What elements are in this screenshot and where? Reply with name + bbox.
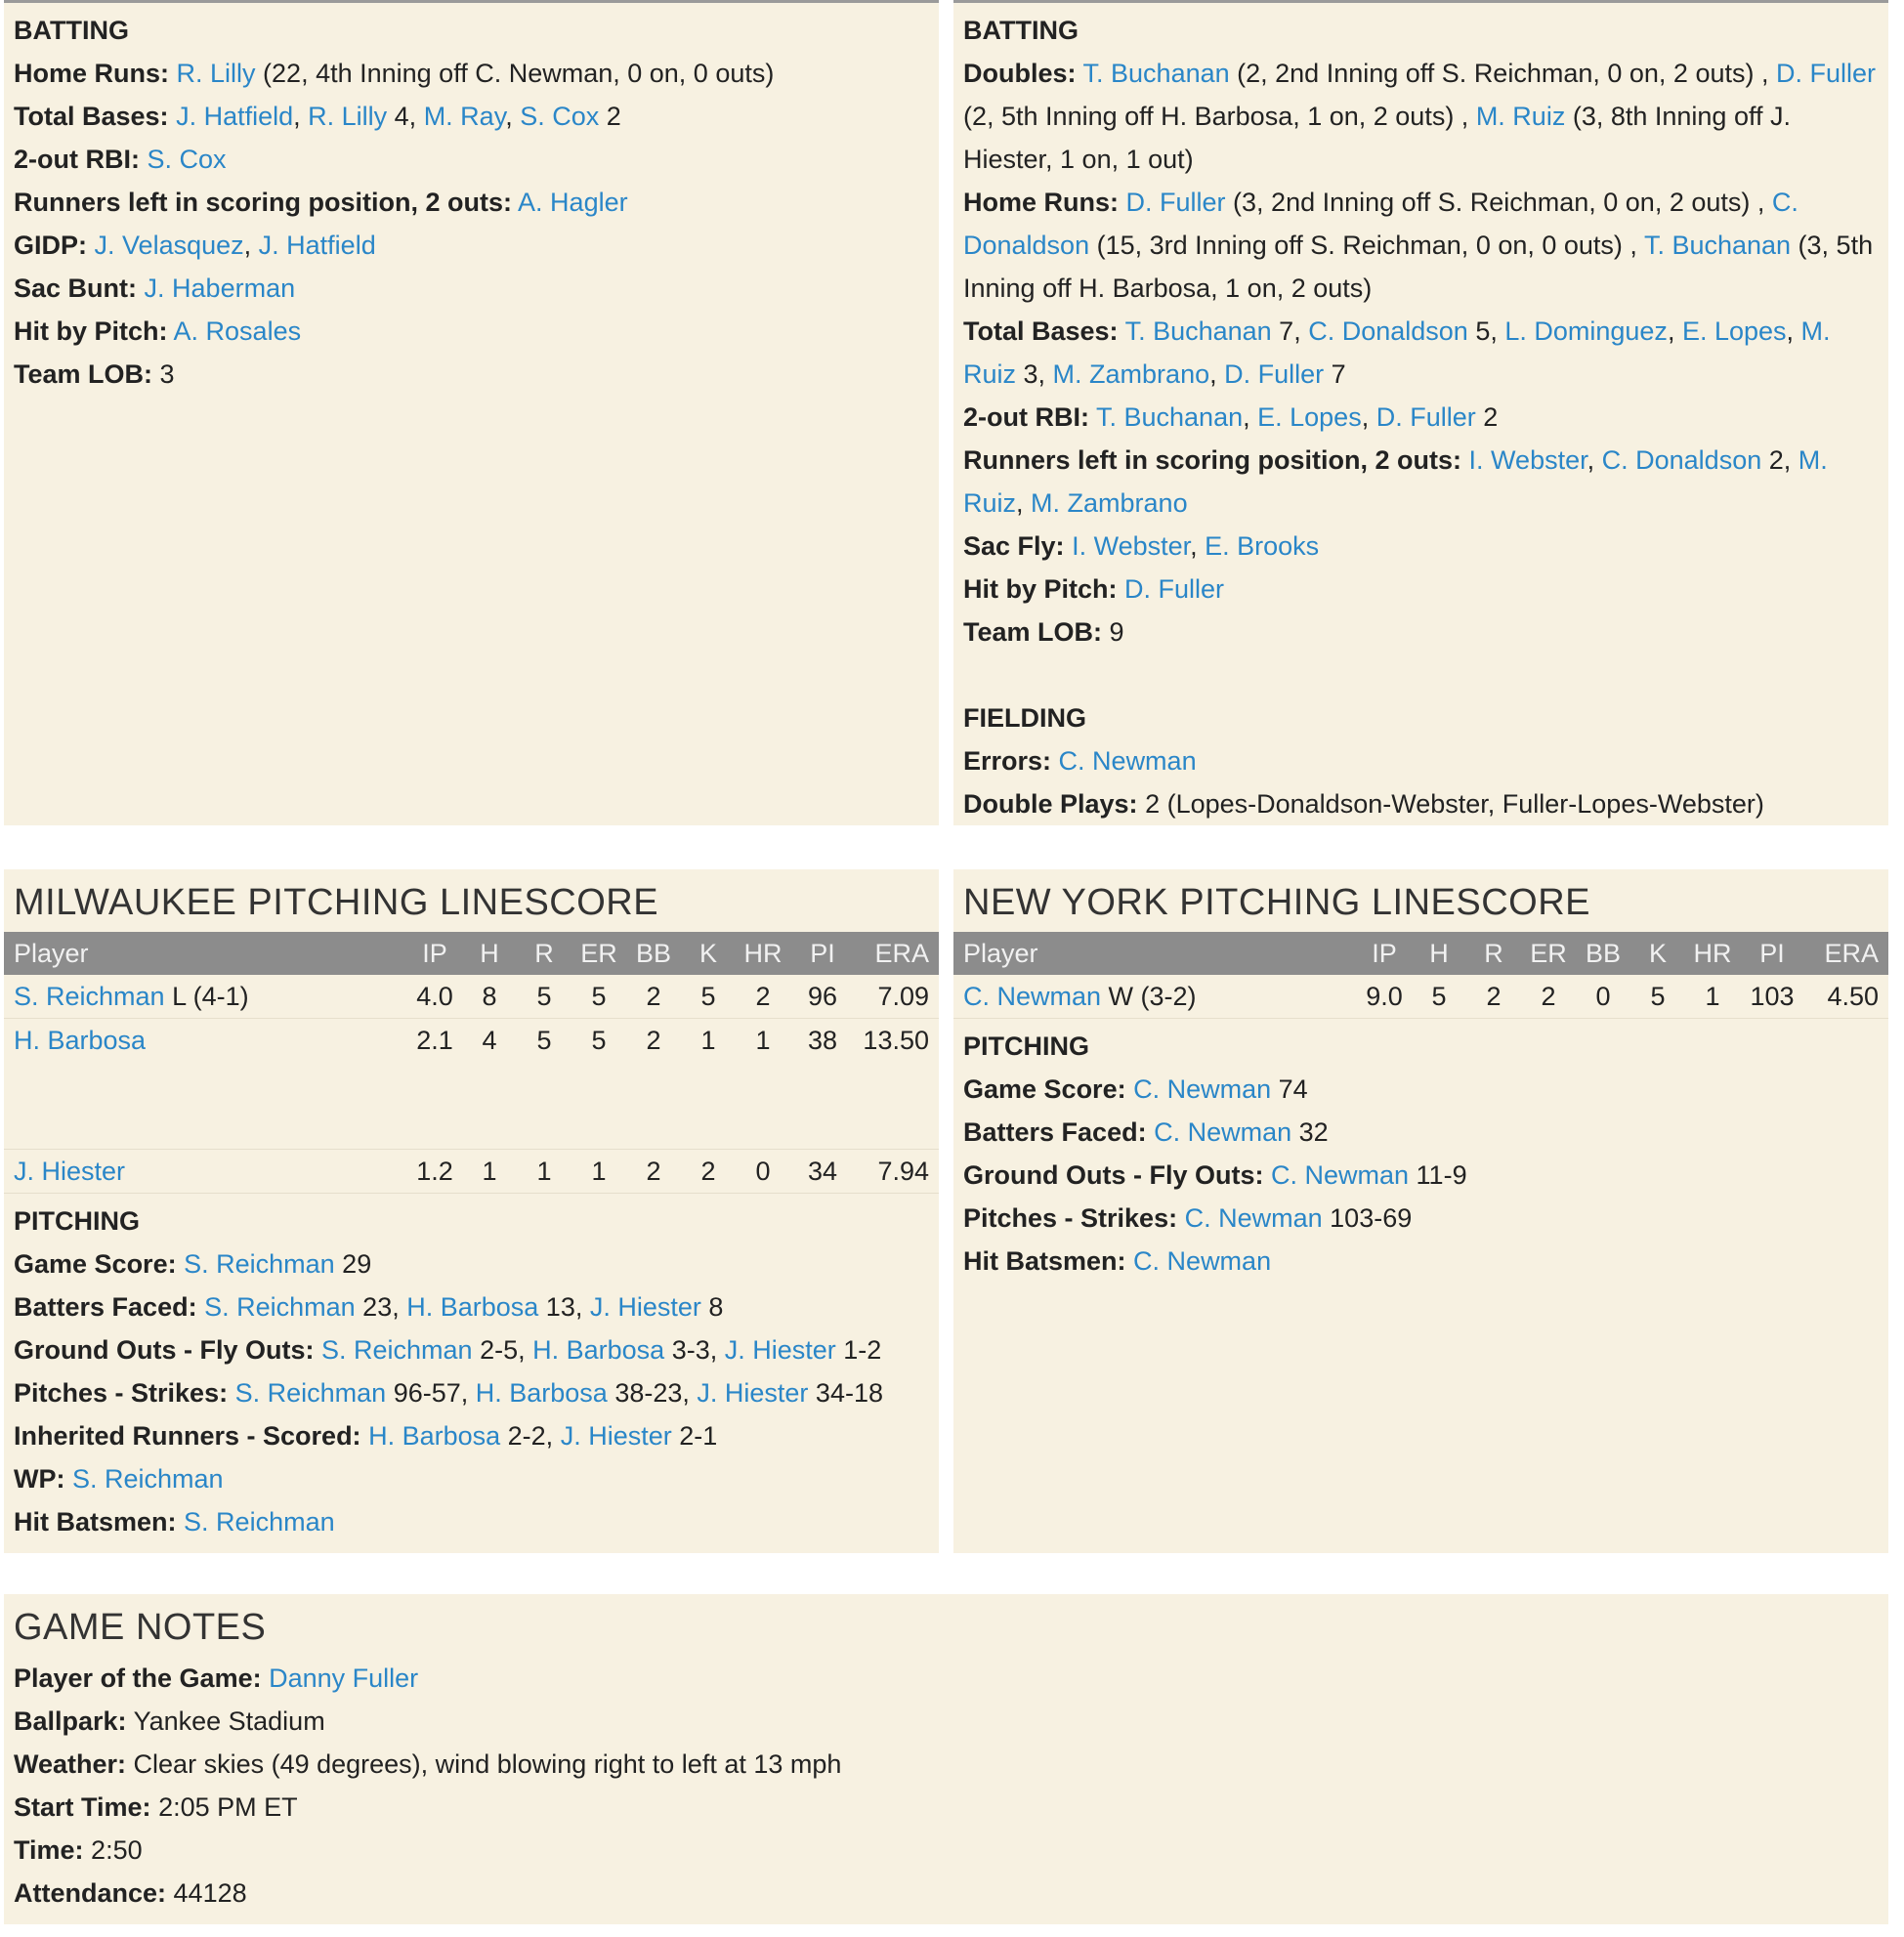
table-header-row [953,932,1888,975]
column-header[interactable]: ER [1530,939,1567,968]
stat-cell-pi: 103 [1750,982,1795,1011]
stat-text: 11-9 [1409,1160,1467,1190]
stat-cell-era: 13.50 [863,1026,929,1055]
start-time-value: 2:05 PM ET [158,1792,298,1822]
stat-cell-k: 5 [1650,982,1666,1011]
stat-text: 2 [599,102,621,131]
team-lob-value: 3 [159,359,175,389]
column-header[interactable]: H [480,939,499,968]
player-link[interactable]: J. Hiester [14,1157,126,1186]
game-notes-title: GAME NOTES [14,1607,267,1648]
player-link[interactable]: M. Ruiz [963,445,1828,518]
stat-text: (3, 2nd Inning off S. Reichman, 0 on, 2 outs) , [1225,188,1772,217]
column-header[interactable]: BB [1585,939,1622,968]
stat-cell-er: 5 [591,982,607,1011]
stat-text: 13, [538,1292,590,1322]
stat-text: 74 [1271,1074,1308,1104]
column-header[interactable]: ERA [874,939,929,968]
inherited-runners-line [14,1414,929,1457]
stat-text: 23, [355,1292,407,1322]
column-header[interactable]: IP [422,939,447,968]
stat-cell-r: 5 [536,1026,552,1055]
column-header[interactable]: R [534,939,554,968]
player-of-game-line [14,1657,1879,1700]
stat-text: , [1361,402,1376,432]
stat-text: , [1667,316,1682,346]
player-cell [963,975,1357,1018]
game-score-line [963,1068,1879,1111]
stat-text: 2-1 [671,1421,718,1451]
stat-text: 34-18 [808,1378,883,1408]
column-header[interactable]: IP [1372,939,1397,968]
gidp-line [14,224,929,267]
player-link[interactable]: J. Velasquez [94,231,244,260]
player-link[interactable]: J. Hiester [724,1335,836,1365]
column-header[interactable]: ERA [1824,939,1879,968]
player-link[interactable]: C. Donaldson [1308,316,1468,346]
stat-cell-hr: 1 [1705,982,1720,1011]
home-runs-line [963,181,1879,310]
player-link[interactable]: H. Barbosa [406,1292,539,1322]
rlisp-label: Runners left in scoring position, 2 outs: [963,445,1462,475]
go-fo-label: Ground Outs - Fly Outs: [963,1160,1264,1190]
stat-text: (15, 3rd Inning off S. Reichman, 0 on, 0 outs) , [1089,231,1644,260]
stat-cell-er: 1 [591,1157,607,1186]
errors-label: Errors: [963,746,1052,776]
hit-batsmen-label: Hit Batsmen: [963,1246,1126,1276]
rlisp-line [963,439,1879,525]
column-header[interactable]: Player [963,939,1038,968]
stat-text: 1-2 [835,1335,882,1365]
player-link[interactable]: T. Buchanan [1124,316,1272,346]
batters-faced-line [14,1285,929,1328]
milwaukee-pitching-title: MILWAUKEE PITCHING LINESCORE [14,882,659,923]
stat-text: , [505,102,521,131]
stat-cell-h: 1 [482,1157,497,1186]
column-header[interactable]: BB [635,939,672,968]
table-row [953,975,1888,1019]
hbp-label: Hit by Pitch: [963,574,1118,604]
stat-cell-ip: 4.0 [416,982,453,1011]
stat-text: 96-57, [386,1378,476,1408]
milwaukee-batting-panel [4,0,939,825]
two-out-rbi-label: 2-out RBI: [963,402,1089,432]
stat-cell-hr: 1 [755,1026,771,1055]
stat-cell-bb: 2 [646,982,661,1011]
stat-text: (3, 5th Inning off H. Barbosa, 1 on, 2 outs) [963,231,1874,303]
player-link[interactable]: C. Newman [1133,1074,1272,1104]
game-score-label: Game Score: [14,1249,177,1279]
column-header[interactable]: PI [810,939,835,968]
stat-cell-pi: 38 [807,1026,838,1055]
game-time-label: Time: [14,1835,84,1865]
stat-cell-bb: 2 [646,1026,661,1055]
player-link[interactable]: R. Lilly [308,102,388,131]
stat-cell-r: 5 [536,982,552,1011]
player-link[interactable]: J. Hatfield [176,102,294,131]
player-link[interactable]: J. Haberman [144,274,296,303]
sac-bunt-line [14,267,929,310]
player-link[interactable]: S. Cox [520,102,600,131]
two-out-rbi-line [963,396,1879,439]
batters-faced-line [963,1111,1879,1154]
player-link[interactable]: S. Reichman [204,1292,356,1322]
player-link[interactable]: R. Lilly [176,59,256,88]
player-link[interactable]: E. Lopes [1681,316,1787,346]
player-link[interactable]: S. Reichman [14,982,165,1011]
player-link[interactable]: J. Hiester [589,1292,701,1322]
stat-text: 32 [1291,1117,1329,1147]
stat-cell-era: 7.09 [877,982,929,1011]
column-header[interactable]: K [698,939,717,968]
double-plays-label: Double Plays: [963,789,1138,819]
player-link[interactable]: D. Fuller [1125,188,1226,217]
player-link[interactable]: D. Fuller [1375,402,1476,432]
inherited-runners-label: Inherited Runners - Scored: [14,1421,361,1451]
player-link[interactable]: L. Dominguez [1504,316,1668,346]
hit-batsmen-label: Hit Batsmen: [14,1507,177,1537]
home-runs-line [14,52,929,95]
column-header[interactable]: PI [1759,939,1785,968]
game-time-line [14,1829,1879,1872]
stat-cell-era: 4.50 [1827,982,1879,1011]
gidp-label: GIDP: [14,231,88,260]
player-link[interactable]: C. Donaldson [1601,445,1762,475]
stat-text: 2-2, [500,1421,561,1451]
player-link[interactable]: I. Webster [1468,445,1587,475]
stat-text: 4, [387,102,424,131]
table-header-row [4,932,939,975]
stat-cell-h: 5 [1431,982,1447,1011]
weather-label: Weather: [14,1749,127,1779]
stat-cell-k: 2 [700,1157,716,1186]
player-link[interactable]: C. Newman [1058,746,1197,776]
player-link[interactable]: H. Barbosa [475,1378,608,1408]
player-cell [14,975,407,1018]
stat-text: 3-3, [664,1335,725,1365]
hbp-line [963,568,1879,611]
player-link[interactable]: D. Fuller [1124,574,1225,604]
go-fo-label: Ground Outs - Fly Outs: [14,1335,315,1365]
stat-text: (2, 5th Inning off H. Barbosa, 1 on, 2 outs) , [963,102,1476,131]
player-link[interactable]: J. Hatfield [258,231,376,260]
player-link[interactable]: C. Newman [1184,1203,1323,1233]
stat-cell-er: 5 [591,1026,607,1055]
start-time-label: Start Time: [14,1792,151,1822]
stat-cell-bb: 0 [1595,982,1611,1011]
stat-text: (3, 8th Inning off J. Hiester, 1 on, 1 out) [963,102,1791,174]
ballpark-line [14,1700,1879,1743]
stat-text: 2-5, [472,1335,533,1365]
stat-cell-era: 7.94 [877,1157,929,1186]
fielding-heading: FIELDING [963,703,1086,733]
player-link[interactable]: T. Buchanan [1643,231,1792,260]
player-link[interactable]: A. Hagler [518,188,628,217]
home-runs-label: Home Runs: [14,59,170,88]
stat-text: 8 [700,1292,724,1322]
column-header[interactable]: R [1484,939,1503,968]
stat-text: 103-69 [1322,1203,1413,1233]
total-bases-line [963,310,1879,396]
attendance-label: Attendance: [14,1878,167,1908]
doubles-line [963,52,1879,181]
hit-batsmen-line [963,1240,1879,1283]
doubles-label: Doubles: [963,59,1077,88]
stat-text: , [293,102,309,131]
decision-text: W (3-2) [1101,982,1197,1011]
player-link[interactable]: H. Barbosa [14,1026,147,1055]
new-york-batting-panel [953,0,1888,825]
player-link[interactable]: S. Reichman [72,1464,224,1494]
stat-text: 5, [1467,316,1505,346]
player-link[interactable]: J. Hiester [560,1421,672,1451]
stat-cell-bb: 2 [646,1157,661,1186]
table-row [4,975,939,1019]
player-link[interactable]: M. Zambrano [1052,359,1210,389]
stat-cell-ip: 9.0 [1366,982,1403,1011]
table-row [4,1150,939,1194]
stat-cell-hr: 2 [755,982,771,1011]
player-link[interactable]: T. Buchanan [1082,59,1230,88]
player-link[interactable]: D. Fuller [1775,59,1876,88]
player-link[interactable]: T. Buchanan [1096,402,1244,432]
stat-cell-pi: 34 [807,1157,838,1186]
pitching-heading: PITCHING [963,1032,1090,1061]
stat-text: , [1243,402,1258,432]
stat-text: , [1190,531,1206,561]
column-header[interactable]: K [1648,939,1667,968]
double-plays-line [963,782,1879,825]
batters-faced-label: Batters Faced: [963,1117,1147,1147]
batting-heading: BATTING [963,16,1079,45]
stat-cell-ip: 1.2 [416,1157,453,1186]
player-link[interactable]: Danny Fuller [269,1663,419,1693]
pitches-strikes-label: Pitches - Strikes: [14,1378,229,1408]
pitches-strikes-label: Pitches - Strikes: [963,1203,1178,1233]
team-lob-line [963,611,1879,653]
player-link[interactable]: C. Newman [1271,1160,1410,1190]
stat-text: 29 [334,1249,372,1279]
stat-cell-pi: 96 [807,982,838,1011]
stat-cell-k: 1 [700,1026,716,1055]
game-score-label: Game Score: [963,1074,1126,1104]
weather-line [14,1743,1879,1786]
stat-text: 2 [1475,402,1499,432]
player-link[interactable]: E. Brooks [1205,531,1320,561]
player-of-game-label: Player of the Game: [14,1663,262,1693]
batters-faced-label: Batters Faced: [14,1292,197,1322]
stat-cell-k: 5 [700,982,716,1011]
player-link[interactable]: S. Cox [147,145,227,174]
batting-heading: BATTING [14,16,129,45]
column-header[interactable]: ER [580,939,617,968]
player-link[interactable]: S. Reichman [184,1507,335,1537]
stat-cell-hr: 0 [755,1157,771,1186]
player-link[interactable]: C. Newman [1154,1117,1292,1147]
table-row [4,1019,939,1150]
new-york-pitching-table [953,932,1888,1019]
stat-cell-ip: 2.1 [416,1026,453,1055]
double-plays-value: 2 (Lopes-Donaldson-Webster, Fuller-Lopes-Webster) [1145,789,1764,819]
start-time-line [14,1786,1879,1829]
team-lob-label: Team LOB: [963,617,1103,647]
ballpark-value: Yankee Stadium [133,1706,325,1736]
go-fo-line [14,1328,929,1371]
pitches-strikes-line [14,1371,929,1414]
game-notes-panel [4,1594,1888,1924]
stat-text: 3, [1016,359,1053,389]
two-out-rbi-line [14,138,929,181]
attendance-value: 44128 [173,1878,247,1908]
weather-value: Clear skies (49 degrees), wind blowing right to left at 13 mph [133,1749,842,1779]
game-score-line [14,1242,929,1285]
column-header[interactable]: HR [1693,939,1732,968]
player-cell [14,1019,407,1062]
wild-pitch-label: WP: [14,1464,65,1494]
home-runs-label: Home Runs: [963,188,1120,217]
player-link[interactable]: M. Zambrano [1031,488,1188,518]
game-time-value: 2:50 [91,1835,143,1865]
player-link[interactable]: C. Newman [1133,1246,1272,1276]
hbp-line [14,310,929,353]
stat-cell-r: 2 [1486,982,1502,1011]
stat-cell-h: 8 [482,982,497,1011]
milwaukee-pitching-table [4,932,939,1194]
stat-text: (22, 4th Inning off C. Newman, 0 on, 0 outs) [255,59,775,88]
column-header[interactable]: Player [14,939,89,968]
ballpark-label: Ballpark: [14,1706,127,1736]
player-link[interactable]: M. Ruiz [1475,102,1566,131]
team-lob-line [14,353,929,396]
rlisp-line [14,181,929,224]
player-link[interactable]: S. Reichman [234,1378,387,1408]
player-link[interactable]: S. Reichman [321,1335,473,1365]
stat-cell-h: 4 [482,1026,497,1055]
player-link[interactable]: M. Ruiz [963,316,1831,389]
hit-batsmen-line [14,1500,929,1543]
player-link[interactable]: M. Ray [423,102,506,131]
player-link[interactable]: H. Barbosa [532,1335,665,1365]
stat-text: , [1016,488,1032,518]
sac-bunt-label: Sac Bunt: [14,274,138,303]
team-lob-value: 9 [1109,617,1124,647]
stat-text: 38-23, [607,1378,698,1408]
new-york-pitching-title: NEW YORK PITCHING LINESCORE [963,882,1591,923]
go-fo-line [963,1154,1879,1197]
player-link[interactable]: A. Rosales [173,316,302,346]
player-link[interactable]: C. Newman [963,982,1102,1011]
player-link[interactable]: J. Hiester [697,1378,809,1408]
decision-text: L (4-1) [164,982,249,1011]
player-link[interactable]: H. Barbosa [368,1421,501,1451]
total-bases-label: Total Bases: [14,102,169,131]
player-link[interactable]: S. Reichman [184,1249,335,1279]
hbp-label: Hit by Pitch: [14,316,168,346]
player-link[interactable]: E. Lopes [1257,402,1362,432]
stat-text: , [243,231,259,260]
stat-text: , [1209,359,1225,389]
stat-text: (2, 2nd Inning off S. Reichman, 0 on, 2 outs) , [1229,59,1776,88]
stat-text: 2, [1761,445,1798,475]
stat-text: , [1786,316,1801,346]
player-cell [14,1150,407,1193]
pitching-heading: PITCHING [14,1206,141,1236]
new-york-pitching-panel [953,869,1888,1553]
total-bases-line [14,95,929,138]
player-link[interactable]: D. Fuller [1224,359,1325,389]
total-bases-label: Total Bases: [963,316,1119,346]
rlisp-label: Runners left in scoring position, 2 outs: [14,188,513,217]
stat-text: 7 [1324,359,1346,389]
stat-cell-r: 1 [536,1157,552,1186]
stat-text: , [1587,445,1602,475]
column-header[interactable]: H [1429,939,1449,968]
column-header[interactable]: HR [743,939,783,968]
sac-fly-line [963,525,1879,568]
attendance-line [14,1872,1879,1915]
two-out-rbi-label: 2-out RBI: [14,145,140,174]
errors-line [963,739,1879,782]
stat-cell-er: 2 [1541,982,1556,1011]
pitches-strikes-line [963,1197,1879,1240]
stat-text: 7, [1271,316,1309,346]
player-link[interactable]: I. Webster [1072,531,1191,561]
team-lob-label: Team LOB: [14,359,153,389]
player-link[interactable]: C. Donaldson [963,188,1798,260]
milwaukee-pitching-panel [4,869,939,1553]
wild-pitch-line [14,1457,929,1500]
sac-fly-label: Sac Fly: [963,531,1065,561]
